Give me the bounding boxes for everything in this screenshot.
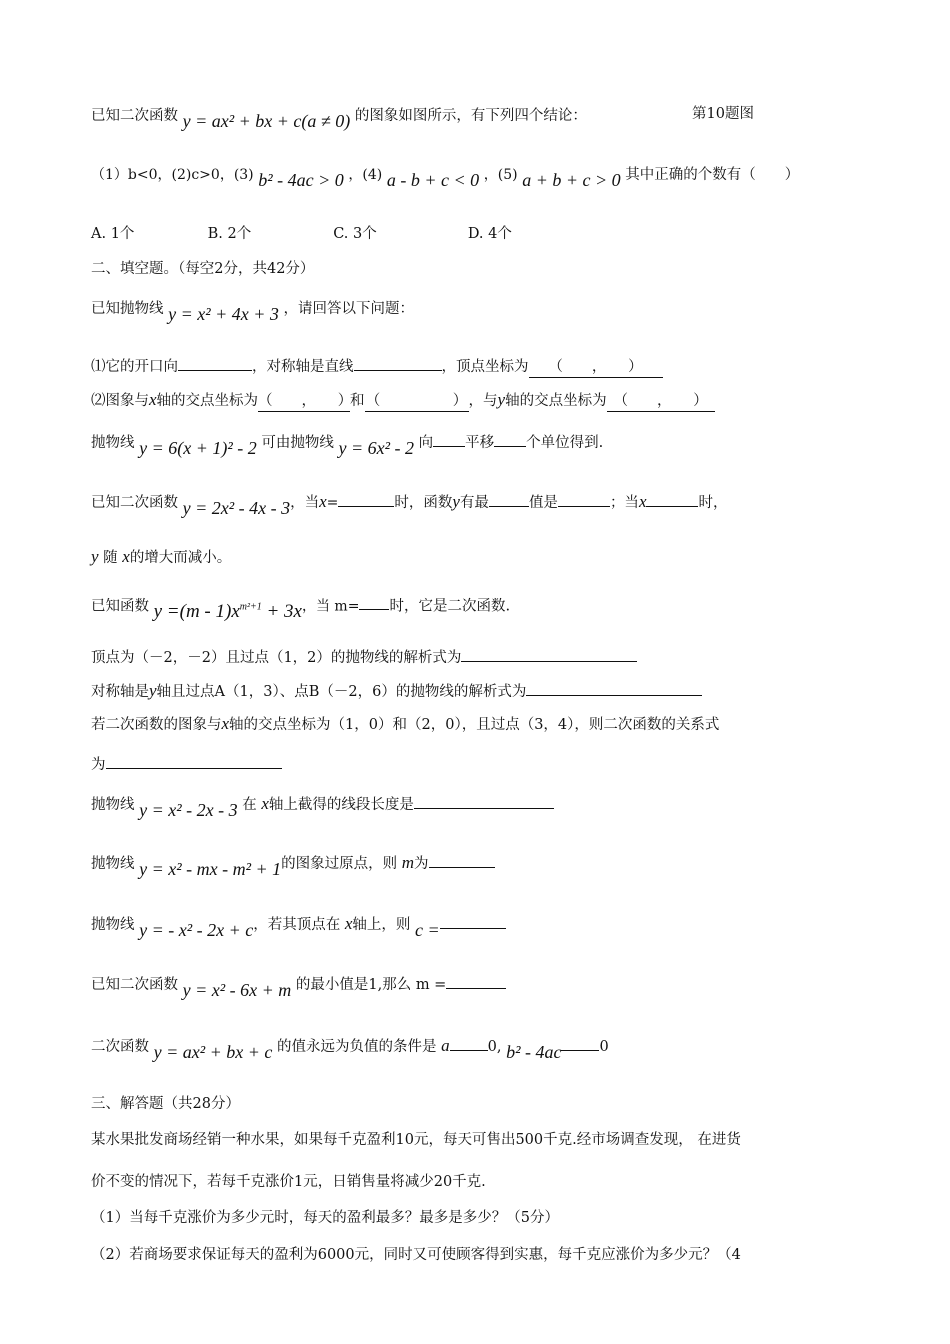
option-a: A. 1个 xyxy=(91,226,135,242)
p3-e: 有最 xyxy=(459,495,489,511)
fill-p8 xyxy=(91,793,554,820)
fill-p3-line2 xyxy=(91,547,231,568)
p4-formula: $y =(m - 1)x^{m^2+1} + 3x$ xyxy=(153,601,302,623)
section2-title: 二、填空题。（每空2分，共42分） xyxy=(91,261,315,277)
p1-q1c: ，顶点坐标为 xyxy=(441,359,529,375)
q10-options xyxy=(91,224,512,244)
p4-b: ，当 m= xyxy=(301,598,360,615)
p1-q2a: ⑵图象与 xyxy=(91,393,149,409)
section3-title: 三、解答题（共28分） xyxy=(91,1096,240,1112)
p2-b: 可由抛物线 xyxy=(261,435,334,451)
p11-a: 已知二次函数 xyxy=(91,977,178,993)
q10-f4: a - b + c < 0 xyxy=(386,170,480,190)
p1-intro: 已知抛物线 xyxy=(91,301,164,317)
blank[interactable] xyxy=(461,647,637,662)
p8-a: 抛物线 xyxy=(91,797,135,813)
fill-p7-line2 xyxy=(91,754,282,775)
p1-tail: ，请回答以下问题： xyxy=(283,301,415,317)
p7-b: 轴的交点坐标为（1，0）和（2，0），且过点（3，4），则二次函数的关系式 xyxy=(229,717,720,733)
p12-formula: y = ax² + bx + c xyxy=(153,1042,273,1062)
var-m: m xyxy=(401,853,415,872)
p12-formula-2: b² - 4ac xyxy=(506,1042,562,1062)
p10-a: 抛物线 xyxy=(91,917,135,933)
figure-label: 第10题图 xyxy=(692,106,754,122)
blank[interactable] xyxy=(558,492,610,507)
p2-e: 个单位得到. xyxy=(526,435,604,451)
p3-h: 时， xyxy=(698,495,728,511)
var-y: y xyxy=(149,681,157,700)
p2-formula-2: y = 6x² - 2 xyxy=(338,438,414,458)
p1-formula: y = x² + 4x + 3 xyxy=(168,304,279,324)
fill-p3 xyxy=(91,491,728,518)
p9-formula: y = x² - mx - m² + 1 xyxy=(139,859,282,879)
q10-f3: b² - 4ac > 0 xyxy=(258,170,344,190)
option-c: C. 3个 xyxy=(333,226,377,242)
blank[interactable] xyxy=(178,356,252,371)
p5-text: 顶点为（－2，－2）且过点（1，2）的抛物线的解析式为 xyxy=(91,650,462,666)
p8-b: 在 xyxy=(242,797,257,813)
blank[interactable] xyxy=(106,754,282,769)
p8-c: 轴上截得的线段长度是 xyxy=(268,797,414,813)
p8-formula: y = x² - 2x - 3 xyxy=(139,800,238,820)
p11-b: 的最小值是1,那么 m = xyxy=(295,977,447,993)
blank[interactable] xyxy=(338,492,394,507)
p12-a: 二次函数 xyxy=(91,1039,149,1055)
blank[interactable] xyxy=(359,595,389,610)
solve-q2: （2）若商场要求保证每天的盈利为6000元，同时又可使顾客得到实惠，每千克应涨价为多少元？（4 xyxy=(91,1247,741,1263)
fill-p6 xyxy=(91,681,702,702)
var-y: y xyxy=(91,547,99,566)
fill-p5 xyxy=(91,647,637,668)
p2-formula-1: y = 6(x + 1)² - 2 xyxy=(139,438,257,458)
p3-c: = xyxy=(326,495,339,511)
p9-a: 抛物线 xyxy=(91,856,135,872)
p10-formula: y = - x² - 2x + c xyxy=(139,920,254,940)
q10-c1: （1）b<0，(2)c>0，(3) xyxy=(91,167,254,183)
var-x: x xyxy=(221,714,230,733)
blank[interactable] xyxy=(440,914,506,929)
fill-p1 xyxy=(91,297,415,324)
solve-q1: （1）当每千克涨价为多少元时，每天的盈利最多？最多是多少？（5分） xyxy=(91,1210,559,1226)
p3-f: 值是 xyxy=(528,495,558,511)
p7-c: 为 xyxy=(91,757,106,773)
blank[interactable] xyxy=(354,356,442,371)
fill-p2 xyxy=(91,431,604,458)
p1-q2f: ，与 xyxy=(468,393,498,409)
p7-a: 若二次函数的图象与 xyxy=(91,717,222,733)
p12-c: 0, xyxy=(487,1039,502,1055)
y-intercept-blank[interactable]: （ ， ） xyxy=(607,391,715,412)
solve-line-2: 价不变的情况下，若每千克涨价1元，日销售量将减少20千克. xyxy=(91,1174,486,1190)
p12-b: 的值永远为负值的条件是 xyxy=(277,1039,437,1055)
var-y: y xyxy=(452,492,460,511)
p4-c: 时，它是二次函数. xyxy=(389,598,511,615)
fill-p1-q1 xyxy=(91,356,663,378)
option-b: B. 2个 xyxy=(207,226,252,242)
blank[interactable] xyxy=(489,492,529,507)
p1-q1a: ⑴它的开口向 xyxy=(91,359,178,375)
var-x: x xyxy=(344,914,353,933)
p3-formula: y = 2x² - 4x - 3 xyxy=(182,498,291,518)
q10-c4: ，(4) xyxy=(348,167,383,183)
blank[interactable] xyxy=(526,681,702,696)
q10-f5: a + b + c > 0 xyxy=(522,170,621,190)
q10-tail: 其中正确的个数有（ ） xyxy=(625,167,800,183)
q10-conclusions xyxy=(91,163,800,190)
blank[interactable] xyxy=(446,974,506,989)
p1-q2b: 轴的交点坐标为 xyxy=(156,393,259,409)
var-x: x xyxy=(122,547,130,566)
q10-suffix: 的图象如图所示，有下列四个结论： xyxy=(354,108,587,124)
blank[interactable] xyxy=(561,1036,599,1051)
blank[interactable] xyxy=(494,432,526,447)
p1-q2g: 轴的交点坐标为 xyxy=(505,393,607,409)
q10-line xyxy=(91,104,587,131)
x-intercept-blank-1[interactable]: （ ， ） xyxy=(258,391,350,412)
p1-q2d: 和 xyxy=(350,393,365,409)
blank[interactable] xyxy=(450,1036,488,1051)
var-a: a xyxy=(441,1036,450,1055)
p10-formula-2: c = xyxy=(415,920,440,940)
blank[interactable] xyxy=(646,492,698,507)
blank[interactable] xyxy=(433,432,465,447)
option-d: D. 4个 xyxy=(467,226,512,242)
q10-formula: y = ax² + bx + c(a ≠ 0) xyxy=(182,111,351,131)
var-x: x xyxy=(319,492,327,511)
solve-line-1: 某水果批发商场经销一种水果，如果每千克盈利10元，每天可售出500千克.经市场调查发现， 在进货 xyxy=(91,1132,741,1148)
p4-a: 已知函数 xyxy=(91,598,149,615)
p2-d: 平移 xyxy=(465,435,495,451)
x-intercept-blank-2[interactable]: （ ） xyxy=(365,391,469,412)
p2-c: 向 xyxy=(418,435,434,451)
p10-c: 轴上，则 xyxy=(352,917,411,933)
fill-p4 xyxy=(91,591,511,623)
fill-p7 xyxy=(91,714,719,735)
fill-p12 xyxy=(91,1035,609,1062)
p3-line2-a: 随 xyxy=(103,550,118,566)
p3-a: 已知二次函数 xyxy=(91,495,178,511)
fill-p9 xyxy=(91,852,495,879)
p3-b: ，当 xyxy=(290,495,320,511)
var-x: x xyxy=(261,794,269,813)
p1-q1b: ，对称轴是直线 xyxy=(252,359,354,375)
q10-c5: ，(5) xyxy=(483,167,518,183)
p6-a: 对称轴是 xyxy=(91,684,149,700)
p11-formula: y = x² - 6x + m xyxy=(182,980,292,1000)
p9-b: 的图象过原点，则 xyxy=(281,856,398,872)
p10-b: ，若其顶点在 xyxy=(253,917,341,933)
blank[interactable] xyxy=(414,794,554,809)
fill-p1-q2 xyxy=(91,390,715,412)
var-x: x xyxy=(149,390,157,409)
p3-d: 时，函数 xyxy=(394,495,453,511)
p9-c: 为 xyxy=(414,856,429,872)
vertex-blank[interactable]: （ ， ） xyxy=(529,357,663,378)
fill-p11 xyxy=(91,973,506,1000)
var-y: y xyxy=(497,390,506,409)
blank[interactable] xyxy=(429,853,495,868)
fill-p10 xyxy=(91,913,506,940)
p2-a: 抛物线 xyxy=(91,435,135,451)
p3-line2-b: 的增大而减小。 xyxy=(129,550,232,566)
p12-d: 0 xyxy=(599,1039,609,1055)
q10-intro: 已知二次函数 xyxy=(91,108,178,124)
p6-b: 轴且过点A（1，3）、点B（－2，6）的抛物线的解析式为 xyxy=(156,684,527,700)
var-x: x xyxy=(638,492,647,511)
p3-g: ；当 xyxy=(609,495,639,511)
